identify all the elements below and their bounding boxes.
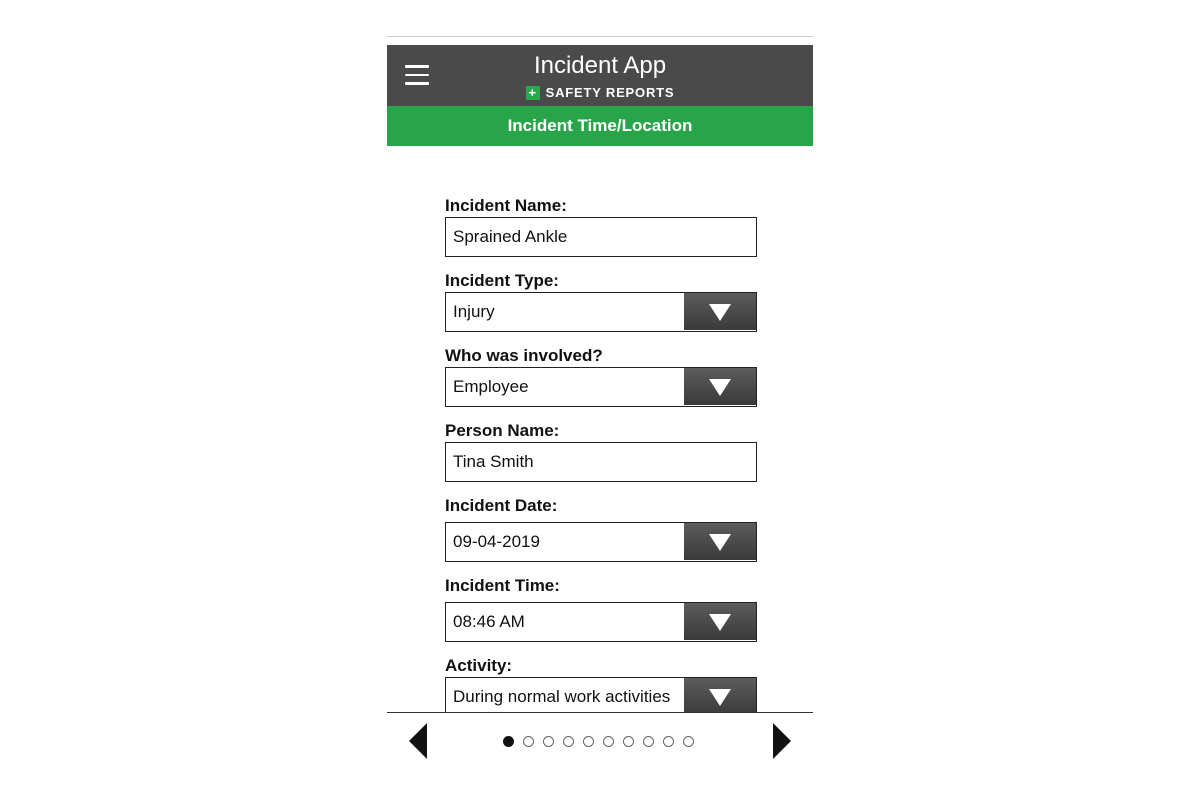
dropdown-button[interactable] (684, 368, 756, 405)
person-name-input[interactable]: Tina Smith (445, 442, 757, 482)
page-dot[interactable] (563, 736, 574, 747)
incident-time-label: Incident Time: (445, 576, 560, 595)
app-header (387, 45, 813, 106)
who-involved-value: Employee (453, 377, 529, 396)
section-title: Incident Time/Location (387, 106, 813, 146)
person-name-label: Person Name: (445, 421, 560, 440)
incident-time-value: 08:46 AM (453, 612, 525, 631)
page-dot[interactable] (583, 736, 594, 747)
incident-type-value: Injury (453, 302, 495, 321)
page-dot[interactable] (603, 736, 614, 747)
dropdown-button[interactable] (684, 523, 756, 560)
incident-form (445, 146, 757, 712)
phone-screen (387, 36, 813, 768)
page-indicator (503, 736, 694, 748)
triangle-down-icon (709, 614, 731, 631)
page-dot[interactable] (683, 736, 694, 747)
app-title: Incident App (533, 52, 667, 79)
triangle-down-icon (709, 304, 731, 321)
page-dot[interactable] (623, 736, 634, 747)
dropdown-button[interactable] (684, 603, 756, 640)
brand-logo (387, 85, 813, 100)
who-involved-label: Who was involved? (445, 346, 603, 365)
activity-value: During normal work activities (453, 687, 671, 706)
triangle-down-icon (709, 379, 731, 396)
activity-label: Activity: (445, 656, 513, 675)
incident-date-select[interactable] (445, 522, 757, 562)
activity-select[interactable] (445, 677, 757, 717)
page-dot[interactable] (643, 736, 654, 747)
incident-type-select[interactable] (445, 292, 757, 332)
incident-name-label: Incident Name: (445, 196, 567, 215)
incident-time-select[interactable] (445, 602, 757, 642)
page-dot[interactable] (523, 736, 534, 747)
status-area (387, 36, 813, 45)
who-involved-select[interactable] (445, 367, 757, 407)
incident-name-input[interactable]: Sprained Ankle (445, 217, 757, 257)
page-dot[interactable] (663, 736, 674, 747)
page-dot[interactable] (503, 736, 514, 747)
triangle-down-icon (709, 689, 731, 706)
page-dot[interactable] (543, 736, 554, 747)
dropdown-button[interactable] (684, 293, 756, 330)
pager-footer (387, 712, 813, 768)
incident-type-label: Incident Type: (445, 271, 559, 290)
brand-name: SAFETY REPORTS (545, 85, 675, 100)
triangle-left-icon[interactable] (409, 723, 427, 759)
triangle-down-icon (709, 534, 731, 551)
incident-date-label: Incident Date: (445, 496, 558, 515)
incident-date-value: 09-04-2019 (453, 532, 540, 551)
plus-icon: + (526, 86, 540, 100)
dropdown-button[interactable] (684, 678, 756, 715)
triangle-right-icon[interactable] (773, 723, 791, 759)
